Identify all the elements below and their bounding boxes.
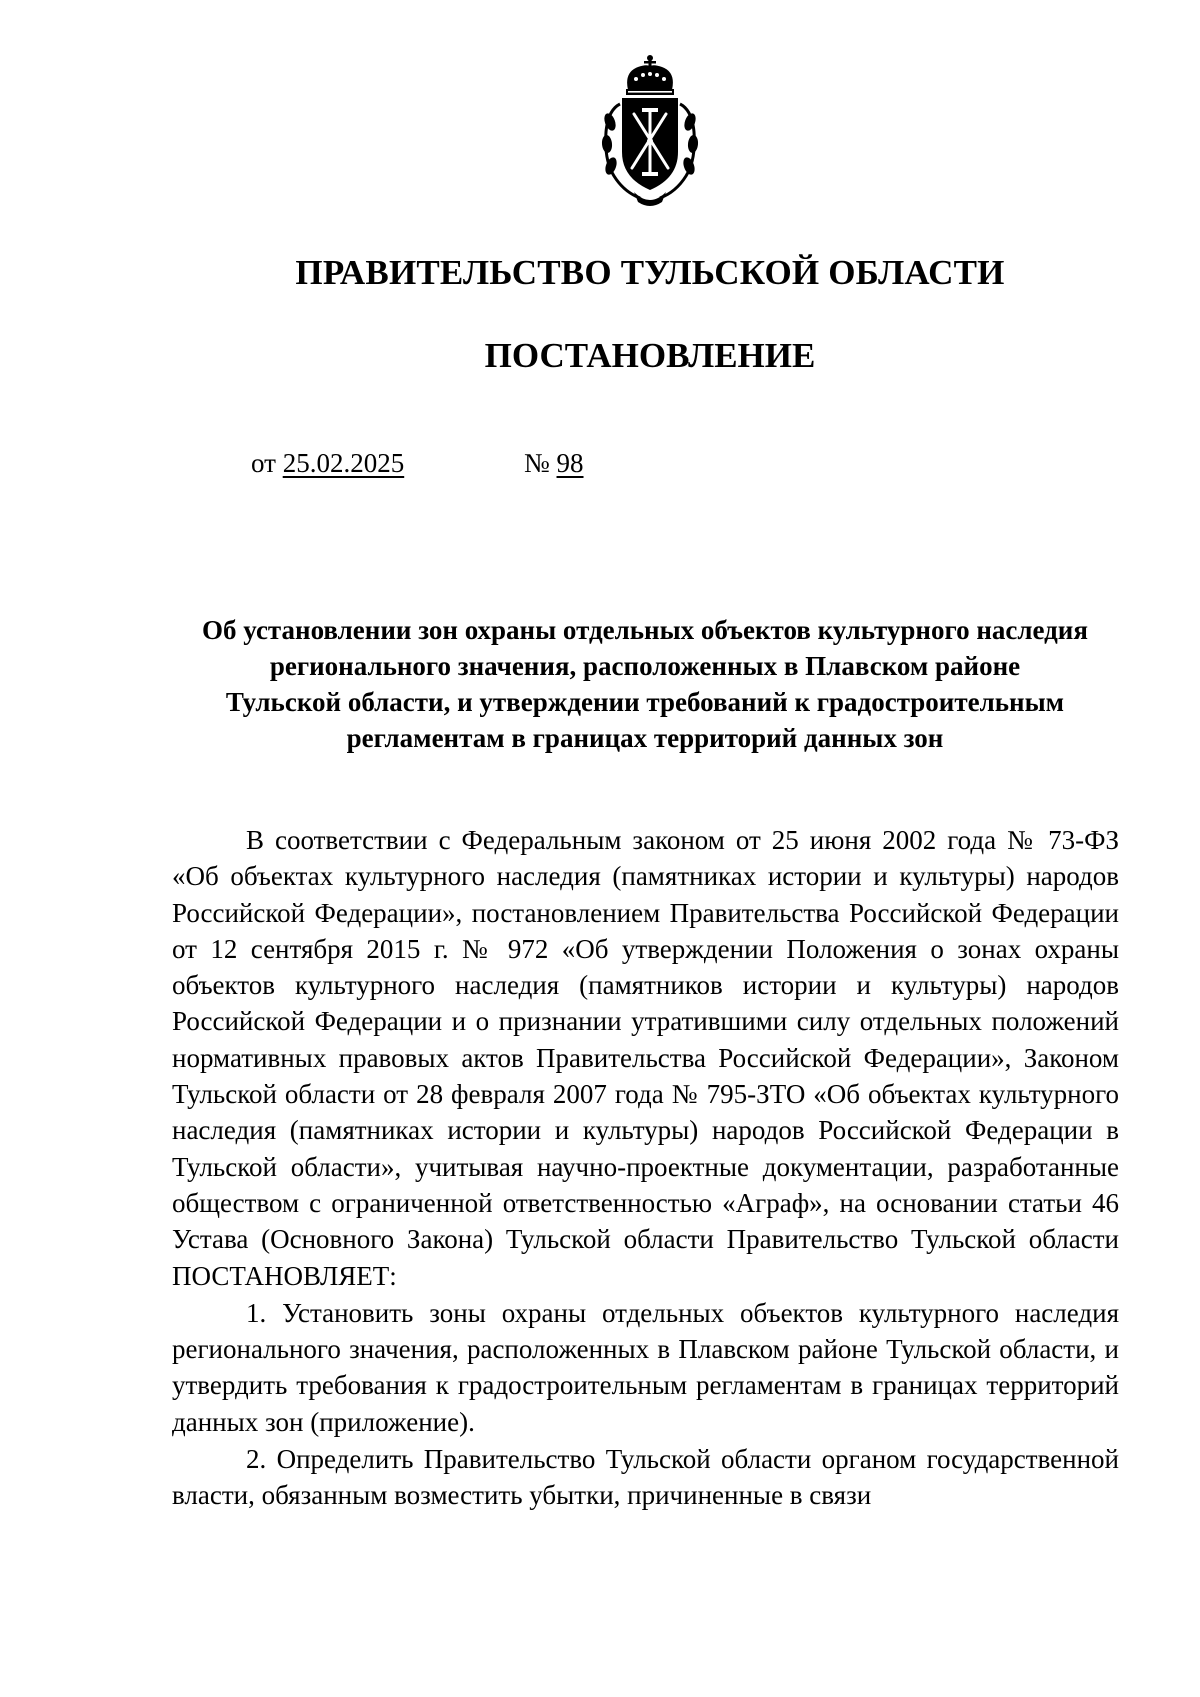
date-prefix: от xyxy=(251,448,276,478)
document-type: ПОСТАНОВЛЕНИЕ xyxy=(484,336,816,375)
date-value: 25.02.2025 xyxy=(282,448,405,478)
body-paragraph-item-1: 1. Установить зоны охраны отдельных объектов культурного наследия регионального значения, расположенных в Плавском районе Тульской области, и утвердить требования к градостроительным регламентам в границах территорий данных зон (приложение). xyxy=(172,1297,1119,1437)
organization-name: ПРАВИТЕЛЬСТВО ТУЛЬСКОЙ ОБЛАСТИ xyxy=(295,253,1005,292)
number-prefix: № xyxy=(524,448,550,478)
title-line: регионального значения, расположенных в Плавском районе xyxy=(269,651,1021,681)
title-line: Об установлении зон охраны отдельных объектов культурного наследия xyxy=(202,615,1088,645)
document-date xyxy=(251,448,404,479)
document-number xyxy=(524,448,584,479)
title-line: регламентам в границах территорий данных зон xyxy=(346,723,944,753)
document-title xyxy=(170,612,1120,756)
coat-of-arms-icon xyxy=(598,52,702,206)
body-paragraph-item-2: 2. Определить Правительство Тульской области органом государственной власти, обязанным возместить убытки, причиненные в связи xyxy=(172,1444,1119,1511)
document-body xyxy=(172,822,1119,1514)
number-value: 98 xyxy=(556,448,584,478)
body-paragraph-preamble: В соответствии с Федеральным законом от 25 июня 2002 года № 73-ФЗ «Об объектах культурного наследия (памятниках истории и культуры) народов Российской Федерации», постановлением Правительства Российской Федерации от 12 сентября 2015 г. № 972 «Об утверждении Положения о зонах охраны объектов культурного наследия (памятников истории и культуры) народов Российской Федерации и о признании утратившими силу отдельных положений нормативных правовых актов Правительства Российской Федерации», Законом Тульской области от 28 февраля 2007 года № 795-ЗТО «Об объектах культурного наследия (памятниках истории и культуры) народов Российской Федерации в Тульской области», учитывая научно-проектные документации, разработанные обществом с ограниченной ответственностью «Аграф», на основании статьи 46 Устава (Основного Закона) Тульской области Правительство Тульской области ПОСТАНОВЛЯЕТ: xyxy=(172,825,1119,1291)
title-line: Тульской области, и утверждении требований к градостроительным xyxy=(225,687,1065,717)
